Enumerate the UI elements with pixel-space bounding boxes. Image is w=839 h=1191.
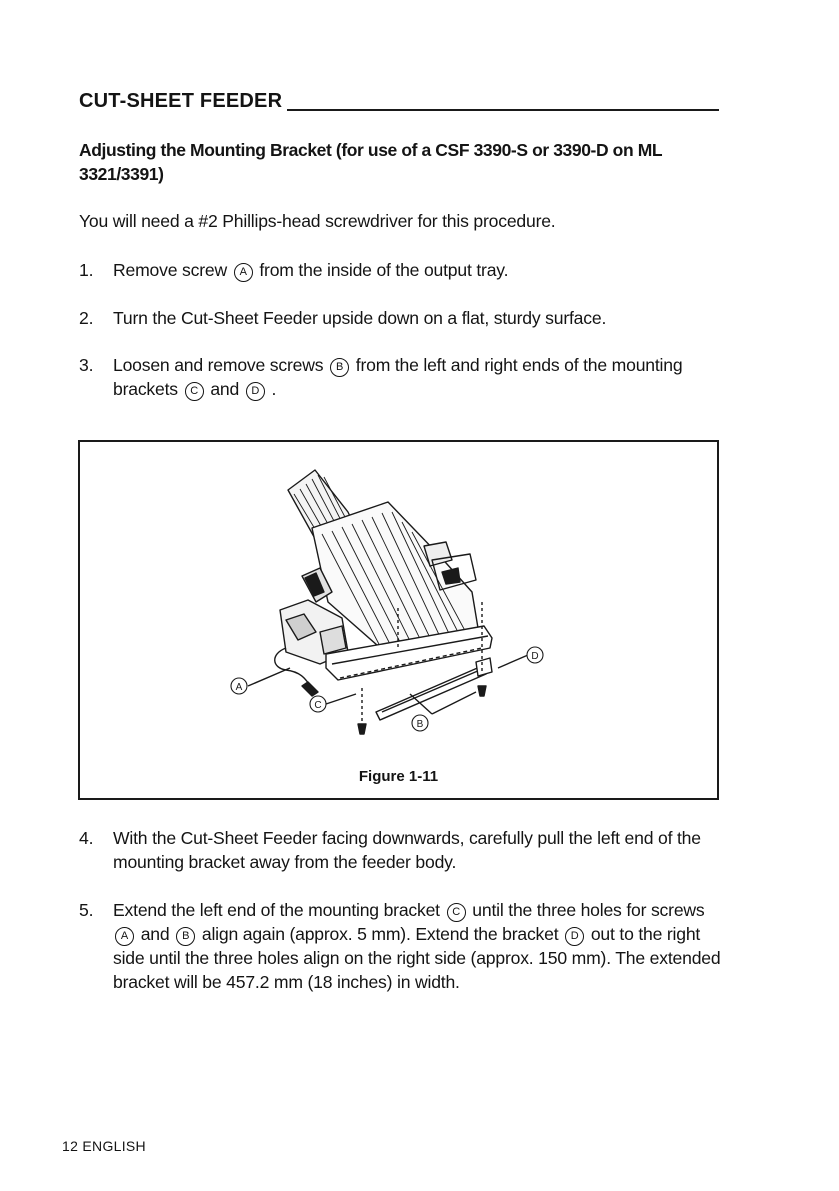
step-text [113, 353, 728, 401]
step-text-part: out to the right side until the three holes align on the right side (approx. 150 mm). The extended bracket will be 457.2 mm (18 inches) in width. [113, 924, 721, 992]
figure-label-a: A [235, 682, 243, 693]
callout-d-symbol: D [246, 382, 265, 401]
step-text-part: align again (approx. 5 mm). Extend the bracket [201, 924, 559, 944]
step-4 [79, 826, 729, 874]
step-text-part: from the left and right ends of the mounting brackets [113, 355, 683, 399]
callout-c-symbol: C [447, 903, 466, 922]
page-number: 12 [62, 1138, 79, 1154]
section-title: CUT-SHEET FEEDER [79, 90, 283, 112]
step-3 [79, 353, 729, 401]
step-1 [79, 258, 729, 282]
step-text-part: Remove screw [113, 260, 227, 280]
step-text [113, 898, 728, 994]
callout-a-symbol: A [115, 927, 134, 946]
callout-b-symbol: B [330, 358, 349, 377]
step-number: 2. [79, 308, 94, 328]
step-text: With the Cut-Sheet Feeder facing downwards, carefully pull the left end of the mounting bracket away from the feeder body. [113, 828, 701, 872]
callout-a-symbol: A [234, 263, 253, 282]
step-2 [79, 306, 729, 330]
intro-paragraph: You will need a #2 Phillips-head screwdriver for this procedure. [79, 211, 556, 231]
figure-label-d: D [531, 651, 539, 662]
step-text [113, 258, 728, 282]
step-text: Turn the Cut-Sheet Feeder upside down on a flat, sturdy surface. [113, 308, 607, 328]
callout-c-symbol: C [185, 382, 204, 401]
procedure-heading: Adjusting the Mounting Bracket (for use of a CSF 3390-S or 3390-D on ML 3321/3391) [79, 140, 662, 184]
step-number: 5. [79, 900, 94, 920]
step-text-part: . [271, 379, 277, 399]
callout-d-symbol: D [565, 927, 584, 946]
step-number: 3. [79, 355, 94, 375]
cut-sheet-feeder-illustration [80, 442, 717, 798]
callout-b-symbol: B [176, 927, 195, 946]
step-text-part: Loosen and remove screws [113, 355, 324, 375]
step-number: 1. [79, 260, 94, 280]
figure-label-b: B [416, 719, 424, 730]
figure-caption: Figure 1-11 [358, 768, 439, 785]
figure-label-c: C [314, 700, 322, 711]
footer-language: ENGLISH [82, 1138, 146, 1154]
step-text-part: until the three holes for screws [472, 900, 705, 920]
step-text-part: and [140, 924, 170, 944]
page-footer [62, 1138, 146, 1154]
section-title-rule [287, 109, 719, 111]
step-text-part: from the inside of the output tray. [259, 260, 509, 280]
figure-1-11 [78, 440, 719, 800]
step-5 [79, 898, 729, 1018]
step-text-part: Extend the left end of the mounting bracket [113, 900, 440, 920]
step-number: 4. [79, 828, 94, 848]
step-text-part: and [210, 379, 240, 399]
